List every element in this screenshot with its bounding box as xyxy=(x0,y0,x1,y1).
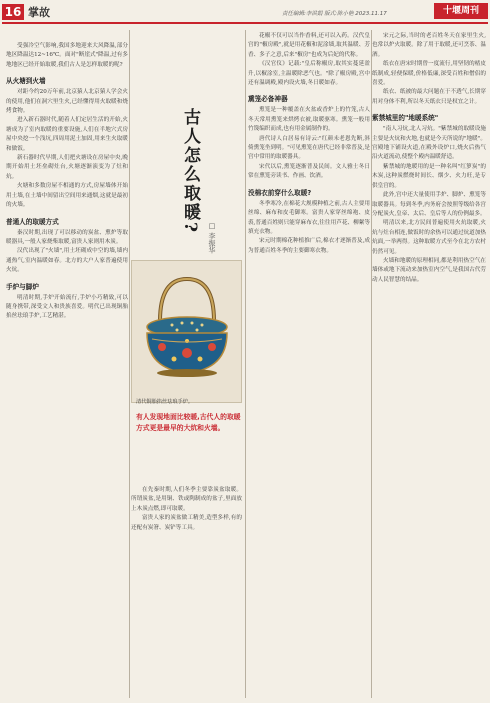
column-divider xyxy=(245,30,246,698)
editor-credits: 责任编辑:李洪娟 版式:陈小艳 2023.11.17 xyxy=(282,11,387,17)
header-rule xyxy=(2,22,488,24)
intro-paragraph: 受强冷空气影响,我国多地迎来大风降温,部分地区降温达12~16℃。面对"断崖式"降温,过有多地地区已经开始取暖,我们古人是怎样取暖的呢? xyxy=(6,43,128,68)
column-1 xyxy=(6,42,128,697)
paragraph: 火塘和多数房屋不相通的方式,房屋墙体开始用土墙,在土墙中间留出空间用来通烟,这就是最初的火墙。 xyxy=(6,183,128,209)
paragraph: 明清以来,北方民间普遍使用火炕取暖,火炕与灶台相连,做饭时的余热可以通过炕道加热炕面,一举两得。这种取暖方式至今在北方农村仍然可见。 xyxy=(372,220,486,255)
column-4 xyxy=(372,32,486,697)
paragraph: 唐代诗人白居易有诗云:"红颜未老恩先断,斜倚熏笼坐到明。"可见熏笼在唐代已经非常普及,是宫中常用的取暖器具。 xyxy=(248,135,370,161)
subheading-2: 普通人的取暖方式 xyxy=(6,217,59,226)
paragraph: 冬季寒冷,在棉花大规模种植之前,古人主要用丝绵、麻布和皮毛御寒。富贵人家穿丝绵袍、皮裘,普通百姓则只能穿麻布衣,往往用芦花、柳絮等填充衣物。 xyxy=(248,200,370,235)
column-divider xyxy=(129,30,130,698)
subheading-1: 从火塘到火墙 xyxy=(6,77,46,86)
paragraph: "南人习炕,北人习炕。"紫禁城的取暖设施主要是火炕和火地,也就是今天所说的"地暖"。宫殿地下铺设火道,在殿外设炉口,烧火后热气沿火道流动,使整个殿内温暖舒适。 xyxy=(372,126,486,161)
paragraph: 明清时期,手炉开始流行,手炉小巧精致,可以随身携带,深受文人和贵族喜爱。明代已出现铜胎掐丝珐琅手炉,工艺精湛。 xyxy=(6,294,128,320)
page-number: 16 xyxy=(2,4,24,20)
section-label: 掌故 xyxy=(28,6,50,19)
paragraph: 新石器时代早期,人们把火塘设在房屋中央,晚期开始用土坯垒砌灶台,火塘逐渐演变为了灶和炕。 xyxy=(6,155,128,180)
paragraph: 《汉官仪》记载:"皇后称椒房,取其实蔓延盈升,以椒涂室,主温暖除恶气也。"除了椒房殿,宫中还有温调殿,殿内设火墙,冬日暖如春。 xyxy=(248,61,370,87)
publication-brand: 十堰周刊 xyxy=(434,3,488,19)
paragraph: 在先秦时期,人们冬季主要靠炭盆取暖。所谓炭盆,是用铜、铁或陶制成的盆子,里面放上木炭点燃,即可取暖。 xyxy=(131,487,242,512)
subheading-5: 没棉衣前穿什么取暖? xyxy=(248,188,312,197)
paragraph: 进入新石器时代,随着人们定居生活的开始,火塘成为了室内取暖的重要设施,人们在半地穴式房屋中央挖一个浅坑,四周用泥土加固,用来生火取暖和做饭。 xyxy=(6,117,128,152)
column-3 xyxy=(248,32,370,697)
column-2-lower xyxy=(131,486,242,697)
subheading-4: 熏笼必备神器 xyxy=(248,95,288,104)
pull-quote: 有人发现地面比较暖,古代人的取暖方式更是最早的大炕和火墙。 xyxy=(136,413,241,432)
byline: □ 李振华 xyxy=(208,222,216,254)
paragraph: 富贵人家的炭盆做工精美,造型多样,有的还配有炭箸、炭铲等工具。 xyxy=(131,515,242,531)
paragraph: 熏笼是一种覆盖在火盆或香炉上的竹笼,古人冬天常用熏笼来烘烤衣被,取暖驱寒。熏笼一般用竹篾编织而成,也有用金属制作的。 xyxy=(248,107,370,133)
hand-warmer-illustration xyxy=(132,261,242,403)
hand-warmer-photo xyxy=(131,260,242,403)
paragraph: 宋元时期棉花种植推广后,棉衣才逐渐普及,成为普通百姓冬季的主要御寒衣物。 xyxy=(248,238,370,254)
paragraph: 纸衣、纸被的最大问题在于不透气,长期穿用对身体不利,所以冬天纸衣只是权宜之计。 xyxy=(372,89,486,105)
paragraph: 花椒不仅可以当作香料,还可以入药。汉代皇宫的"椒房殿",就是用花椒和泥涂墙,取其温暖、芳香、多子之意,后来"椒房"也成为后妃的代称。 xyxy=(248,33,370,58)
paragraph: 对距今约20万年前,北京猿人北京猿人学会火的使用,他们在洞穴里生火,已经懂得用火取暖和烧烤食物。 xyxy=(6,89,128,115)
page-header xyxy=(0,0,490,22)
article-title: 古人怎么取暖? xyxy=(180,108,200,234)
paragraph: 汉代出现了"火墙",用土坯砌成中空的墙,墙内通热气,室内温暖如春。北方的大户人家普遍使用火炕。 xyxy=(6,248,128,274)
paragraph: 秦汉时期,出现了可以移动的炭盆、熏炉等取暖器具,一般人家烧柴取暖,富贵人家则用木炭。 xyxy=(6,229,128,245)
paragraph: 紫禁城的地暖用的是一种名叫"红箩炭"的木炭,这种炭燃烧时间长、烟少、火力旺,是专供皇宫的。 xyxy=(372,163,486,189)
paragraph: 纸衣在唐宋时期曾一度流行,用坚韧的楮皮纸制成,轻便保暖,价格低廉,深受百姓和僧侣的喜爱。 xyxy=(372,61,486,87)
subheading-6: 紫禁城里的"地暖系统" xyxy=(372,114,439,123)
paragraph: 此外,宫中还大量使用手炉、脚炉、熏笼等取暖器具。每到冬季,内务府会按照等级给各宫分配炭火,皇帝、太后、皇后等人的份例最多。 xyxy=(372,192,486,217)
photo-caption: 清代铜胎掐丝珐琅手炉。 xyxy=(136,399,194,405)
paragraph: 火墙和地暖的原理相同,都是利用热空气在墙体或地下流动来加热室内空气,是我国古代劳动人民智慧的结晶。 xyxy=(372,257,486,283)
paragraph: 宋代以后,熏笼逐渐普及民间。文人雅士冬日常在熏笼旁读书、作画、饮酒。 xyxy=(248,163,370,180)
subheading-3: 手炉与脚炉 xyxy=(6,282,39,291)
paragraph: 宋元之际,当时的老百姓冬天在家里生火,也常以炉火取暖。除了用于取暖,还可烹茶、温酒。 xyxy=(372,33,486,58)
